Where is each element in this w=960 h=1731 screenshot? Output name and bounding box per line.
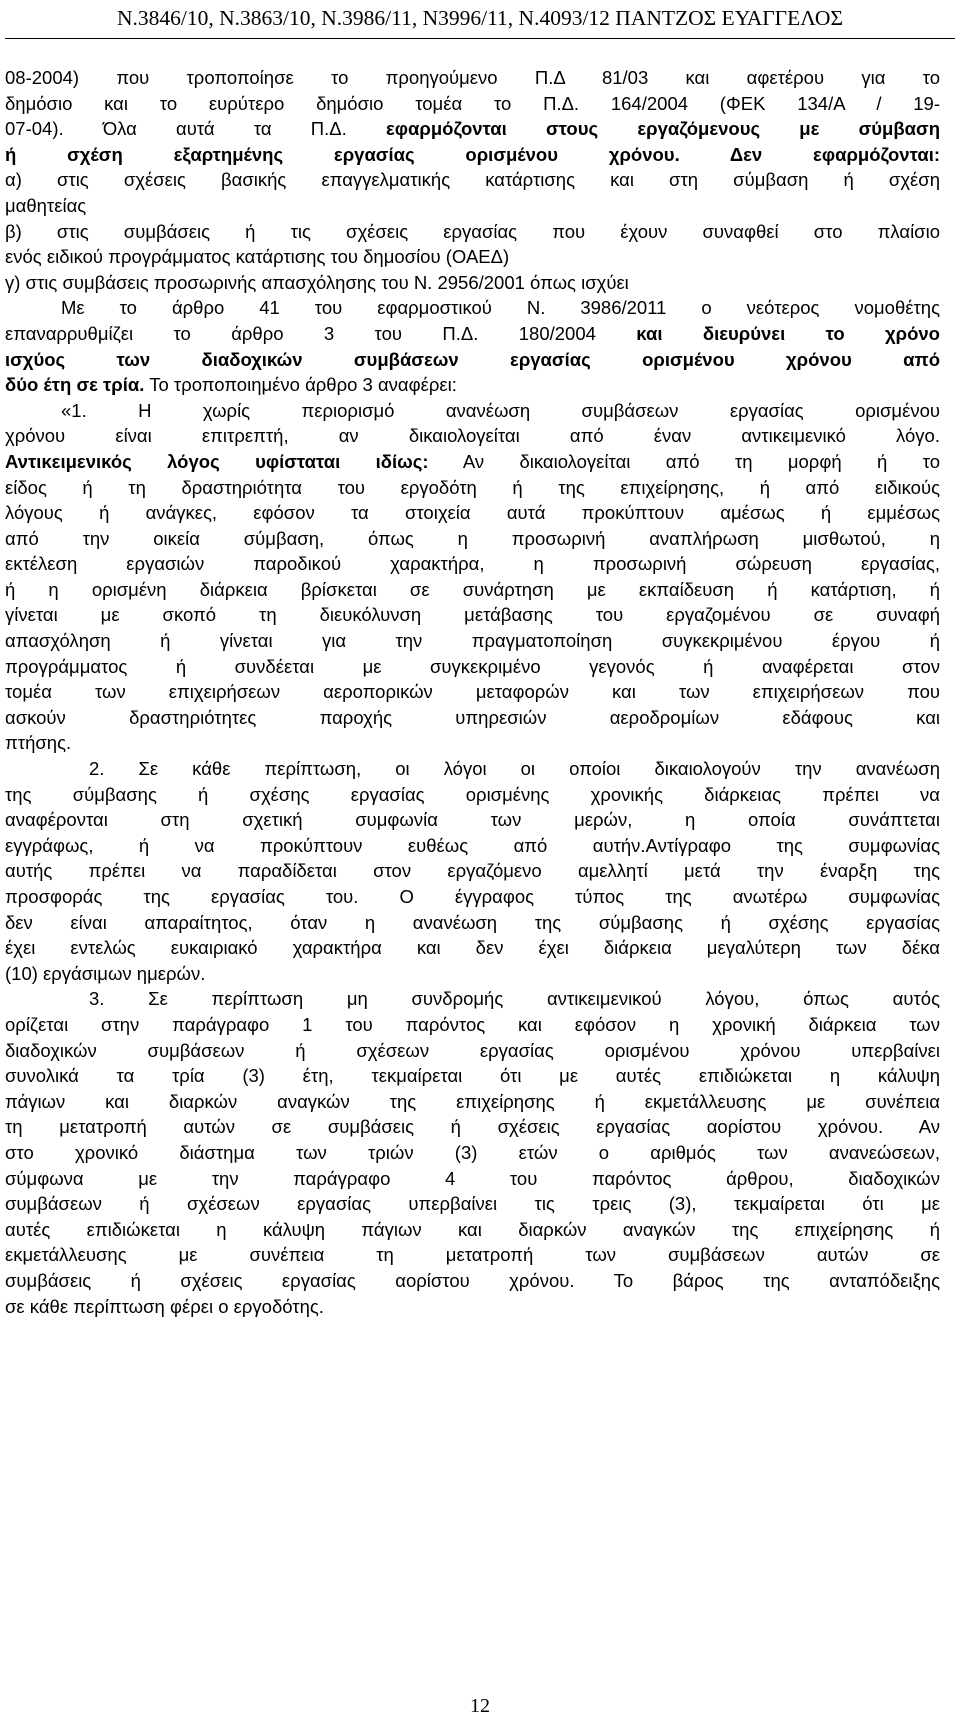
text-run: τομέα των επιχειρήσεων αεροπορικών μεταφορών και των επιχειρήσεων που bbox=[5, 681, 940, 703]
text-run: είδος ή τη δραστηριότητα του εργοδότη ή της επιχείρησης, ή από ειδικούς bbox=[5, 476, 940, 498]
text-line bbox=[5, 628, 940, 654]
text-run: συμβάσεων ή σχέσεων εργασίας υπερβαίνει τις τρεις (3), τεκμαίρεται ότι με bbox=[5, 1193, 940, 1215]
text-line bbox=[5, 833, 940, 859]
text-run: Το τροποποιημένο άρθρο 3 αναφέρει: bbox=[144, 374, 457, 396]
text-line bbox=[5, 1294, 940, 1320]
text-run: εγγράφως, ή να προκύπτουν ευθέως από αυτήν.Αντίγραφο της συμφωνίας bbox=[5, 834, 940, 856]
text-run: διαδοχικών συμβάσεων ή σχέσεων εργασίας ορισμένου χρόνου υπερβαίνει bbox=[5, 1039, 940, 1061]
text-line bbox=[5, 167, 940, 193]
text-run: εκμετάλλευσης με συνέπεια τη μετατροπή των συμβάσεων αυτών σε bbox=[5, 1244, 940, 1266]
text-run: μαθητείας bbox=[5, 194, 87, 216]
text-run: στο χρονικό διάστημα των τριών (3) ετών ο αριθμός των ανανεώσεων, bbox=[5, 1141, 940, 1163]
text-line bbox=[5, 116, 940, 142]
text-line bbox=[5, 884, 940, 910]
text-run: λόγους ή ανάγκες, εφόσον τα στοιχεία αυτά προκύπτουν αμέσως ή εμμέσως bbox=[5, 502, 940, 524]
bold-text: και διευρύνει το χρόνο bbox=[636, 322, 940, 344]
text-run: εκτέλεση εργασιών παροδικού χαρακτήρα, η προσωρινή σώρευση εργασίας, bbox=[5, 553, 940, 575]
text-run: ορίζεται στην παράγραφο 1 του παρόντος και εφόσον η χρονική διάρκεια των bbox=[5, 1013, 940, 1035]
text-line bbox=[5, 1242, 940, 1268]
text-line bbox=[5, 705, 940, 731]
text-line bbox=[5, 219, 940, 245]
text-line bbox=[5, 1114, 940, 1140]
text-line bbox=[5, 1089, 940, 1115]
text-run: ενός ειδικού προγράμματος κατάρτισης του δημοσίου (ΟΑΕΔ) bbox=[5, 246, 510, 268]
text-line bbox=[5, 1166, 940, 1192]
text-run: αυτής πρέπει να παραδίδεται στον εργαζόμενο αμελλητί μετά την έναρξη της bbox=[5, 860, 940, 882]
text-run: συνολικά τα τρία (3) έτη, τεκμαίρεται ότι με αυτές επιδιώκεται η κάλυψη bbox=[5, 1065, 940, 1087]
bold-text: Αντικειμενικός λόγος υφίσταται ιδίως: bbox=[5, 450, 429, 472]
text-run: πάγιων και διαρκών αναγκών της επιχείρησης ή εκμετάλλευσης με συνέπεια bbox=[5, 1090, 940, 1112]
text-line bbox=[5, 961, 940, 987]
text-line bbox=[5, 1012, 940, 1038]
text-run: έχει εντελώς ευκαιριακό χαρακτήρα και δεν έχει διάρκεια μεγαλύτερη των δέκα bbox=[5, 937, 940, 959]
text-line bbox=[5, 142, 940, 168]
text-line bbox=[5, 730, 940, 756]
text-run: αυτές επιδιώκεται η κάλυψη πάγιων και διαρκών αναγκών της επιχείρησης ή bbox=[5, 1218, 940, 1240]
text-run: προγράμματος ή συνδέεται με συγκεκριμένο γεγονός ή αναφέρεται στον bbox=[5, 655, 940, 677]
text-line bbox=[5, 347, 940, 373]
text-run: αναφέρονται στη σχετική συμφωνία των μερών, η οποία συνάπτεται bbox=[5, 809, 940, 831]
text-run: επαναρρυθμίζει το άρθρο 3 του Π.Δ. 180/2004 bbox=[5, 322, 637, 344]
text-run: τη μετατροπή αυτών σε συμβάσεις ή σχέσεις εργασίας αορίστου χρόνου. Αν bbox=[5, 1116, 940, 1138]
bold-text: ή σχέση εξαρτημένης εργασίας ορισμένου χρόνου. Δεν εφαρμόζονται: bbox=[5, 143, 940, 165]
text-line bbox=[5, 679, 940, 705]
bold-text: ισχύος των διαδοχικών συμβάσεων εργασίας ορισμένου χρόνου από bbox=[5, 348, 940, 370]
text-run: 2. Σε κάθε περίπτωση, οι λόγοι οι οποίοι δικαιολογούν την ανανέωση bbox=[89, 758, 940, 780]
text-run: χρόνου είναι επιτρεπτή, αν δικαιολογείται από έναν αντικειμενικό λόγο. bbox=[5, 425, 940, 447]
text-run: (10) εργάσιμων ημερών. bbox=[5, 962, 206, 984]
text-run: δεν είναι απαραίτητος, όταν η ανανέωση της σύμβασης ή σχέσης εργασίας bbox=[5, 911, 940, 933]
text-line bbox=[5, 1217, 940, 1243]
text-run: β) στις συμβάσεις ή τις σχέσεις εργασίας που έχουν συναφθεί στο πλαίσιο bbox=[5, 220, 940, 242]
text-run: 08-2004) που τροποποίησε το προηγούμενο Π.Δ 81/03 και αφετέρου για το bbox=[5, 67, 940, 88]
text-line bbox=[5, 475, 940, 501]
text-line bbox=[5, 858, 940, 884]
text-run: 3. Σε περίπτωση μη συνδρομής αντικειμενικού λόγου, όπως αυτός bbox=[89, 988, 940, 1010]
text-run: Με το άρθρο 41 του εφαρμοστικού Ν. 3986/2011 ο νεότερος νομοθέτης bbox=[61, 297, 940, 319]
text-line bbox=[5, 321, 940, 347]
text-line bbox=[5, 807, 940, 833]
bold-text: εφαρμόζονται στους εργαζόμενους με σύμβαση bbox=[386, 118, 940, 140]
text-run: συμβάσεις ή σχέσεις εργασίας αορίστου χρόνου. Το βάρος της ανταπόδειξης bbox=[5, 1269, 940, 1291]
text-line bbox=[5, 986, 940, 1012]
text-run: προσφοράς της εργασίας του. Ο έγγραφος τύπος της ανωτέρω συμφωνίας bbox=[5, 886, 940, 907]
text-line bbox=[5, 935, 940, 961]
text-line bbox=[5, 244, 940, 270]
text-run: δημόσιο και το ευρύτερο δημόσιο τομέα το Π.Δ. 164/2004 (ΦΕΚ 134/Α / 19- bbox=[5, 92, 940, 114]
text-line bbox=[5, 526, 940, 552]
text-run: «1. Η χωρίς περιορισμό ανανέωση συμβάσεων εργασίας ορισμένου bbox=[61, 399, 940, 421]
bold-text: δύο έτη σε τρία. bbox=[5, 374, 145, 396]
text-line bbox=[5, 602, 940, 628]
text-run: Αν δικαιολογείται από τη μορφή ή το bbox=[428, 450, 940, 472]
text-line bbox=[5, 500, 940, 526]
text-line bbox=[5, 910, 940, 936]
text-line bbox=[5, 295, 940, 321]
text-line bbox=[5, 270, 940, 296]
text-line bbox=[5, 756, 940, 782]
text-line bbox=[5, 398, 940, 424]
text-run: σύμφωνα με την παράγραφο 4 του παρόντος άρθρου, διαδοχικών bbox=[5, 1167, 940, 1189]
text-line bbox=[5, 193, 940, 219]
text-run: γ) στις συμβάσεις προσωρινής απασχόλησης του Ν. 2956/2001 όπως ισχύει bbox=[5, 271, 629, 293]
text-line bbox=[5, 1038, 940, 1064]
text-run: από την οικεία σύμβαση, όπως η προσωρινή αναπλήρωση μισθωτού, η bbox=[5, 527, 940, 549]
text-run: α) στις σχέσεις βασικής επαγγελματικής κατάρτισης και στη σύμβαση ή σχέση bbox=[5, 169, 940, 191]
text-run: ή η ορισμένη διάρκεια βρίσκεται σε συνάρτηση με εκπαίδευση ή κατάρτιση, ή bbox=[5, 578, 940, 600]
text-line bbox=[5, 1140, 940, 1166]
text-line bbox=[5, 1191, 940, 1217]
text-line bbox=[5, 423, 940, 449]
text-run: απασχόληση ή γίνεται για την πραγματοποίηση συγκεκριμένου έργου ή bbox=[5, 630, 940, 652]
text-line bbox=[5, 1063, 940, 1089]
text-line bbox=[5, 782, 940, 808]
text-run: 07-04). Όλα αυτά τα Π.Δ. bbox=[5, 118, 387, 140]
text-line bbox=[5, 372, 940, 398]
text-run: πτήσης. bbox=[5, 732, 72, 754]
text-run: της σύμβασης ή σχέσης εργασίας ορισμένης χρονικής διάρκειας πρέπει να bbox=[5, 783, 940, 805]
text-line bbox=[5, 91, 940, 117]
text-line bbox=[5, 449, 940, 475]
text-line bbox=[5, 551, 940, 577]
page-number: 12 bbox=[470, 1695, 490, 1717]
body-text bbox=[5, 65, 940, 1319]
text-line bbox=[5, 577, 940, 603]
text-line bbox=[5, 65, 940, 91]
running-header: Ν.3846/10, Ν.3863/10, Ν.3986/11, Ν3996/11, Ν.4093/12 ΠΑΝΤΖΟΣ ΕΥΑΓΓΕΛΟΣ bbox=[117, 6, 843, 30]
text-line bbox=[5, 654, 940, 680]
text-run: γίνεται με σκοπό τη διευκόλυνση μετάβασης του εργαζομένου σε συναφή bbox=[5, 604, 940, 626]
text-run: ασκούν δραστηριότητες παροχής υπηρεσιών αεροδρομίων εδάφους και bbox=[5, 706, 940, 728]
text-run: σε κάθε περίπτωση φέρει ο εργοδότης. bbox=[5, 1295, 324, 1317]
text-line bbox=[5, 1268, 940, 1294]
header-rule bbox=[5, 38, 955, 39]
